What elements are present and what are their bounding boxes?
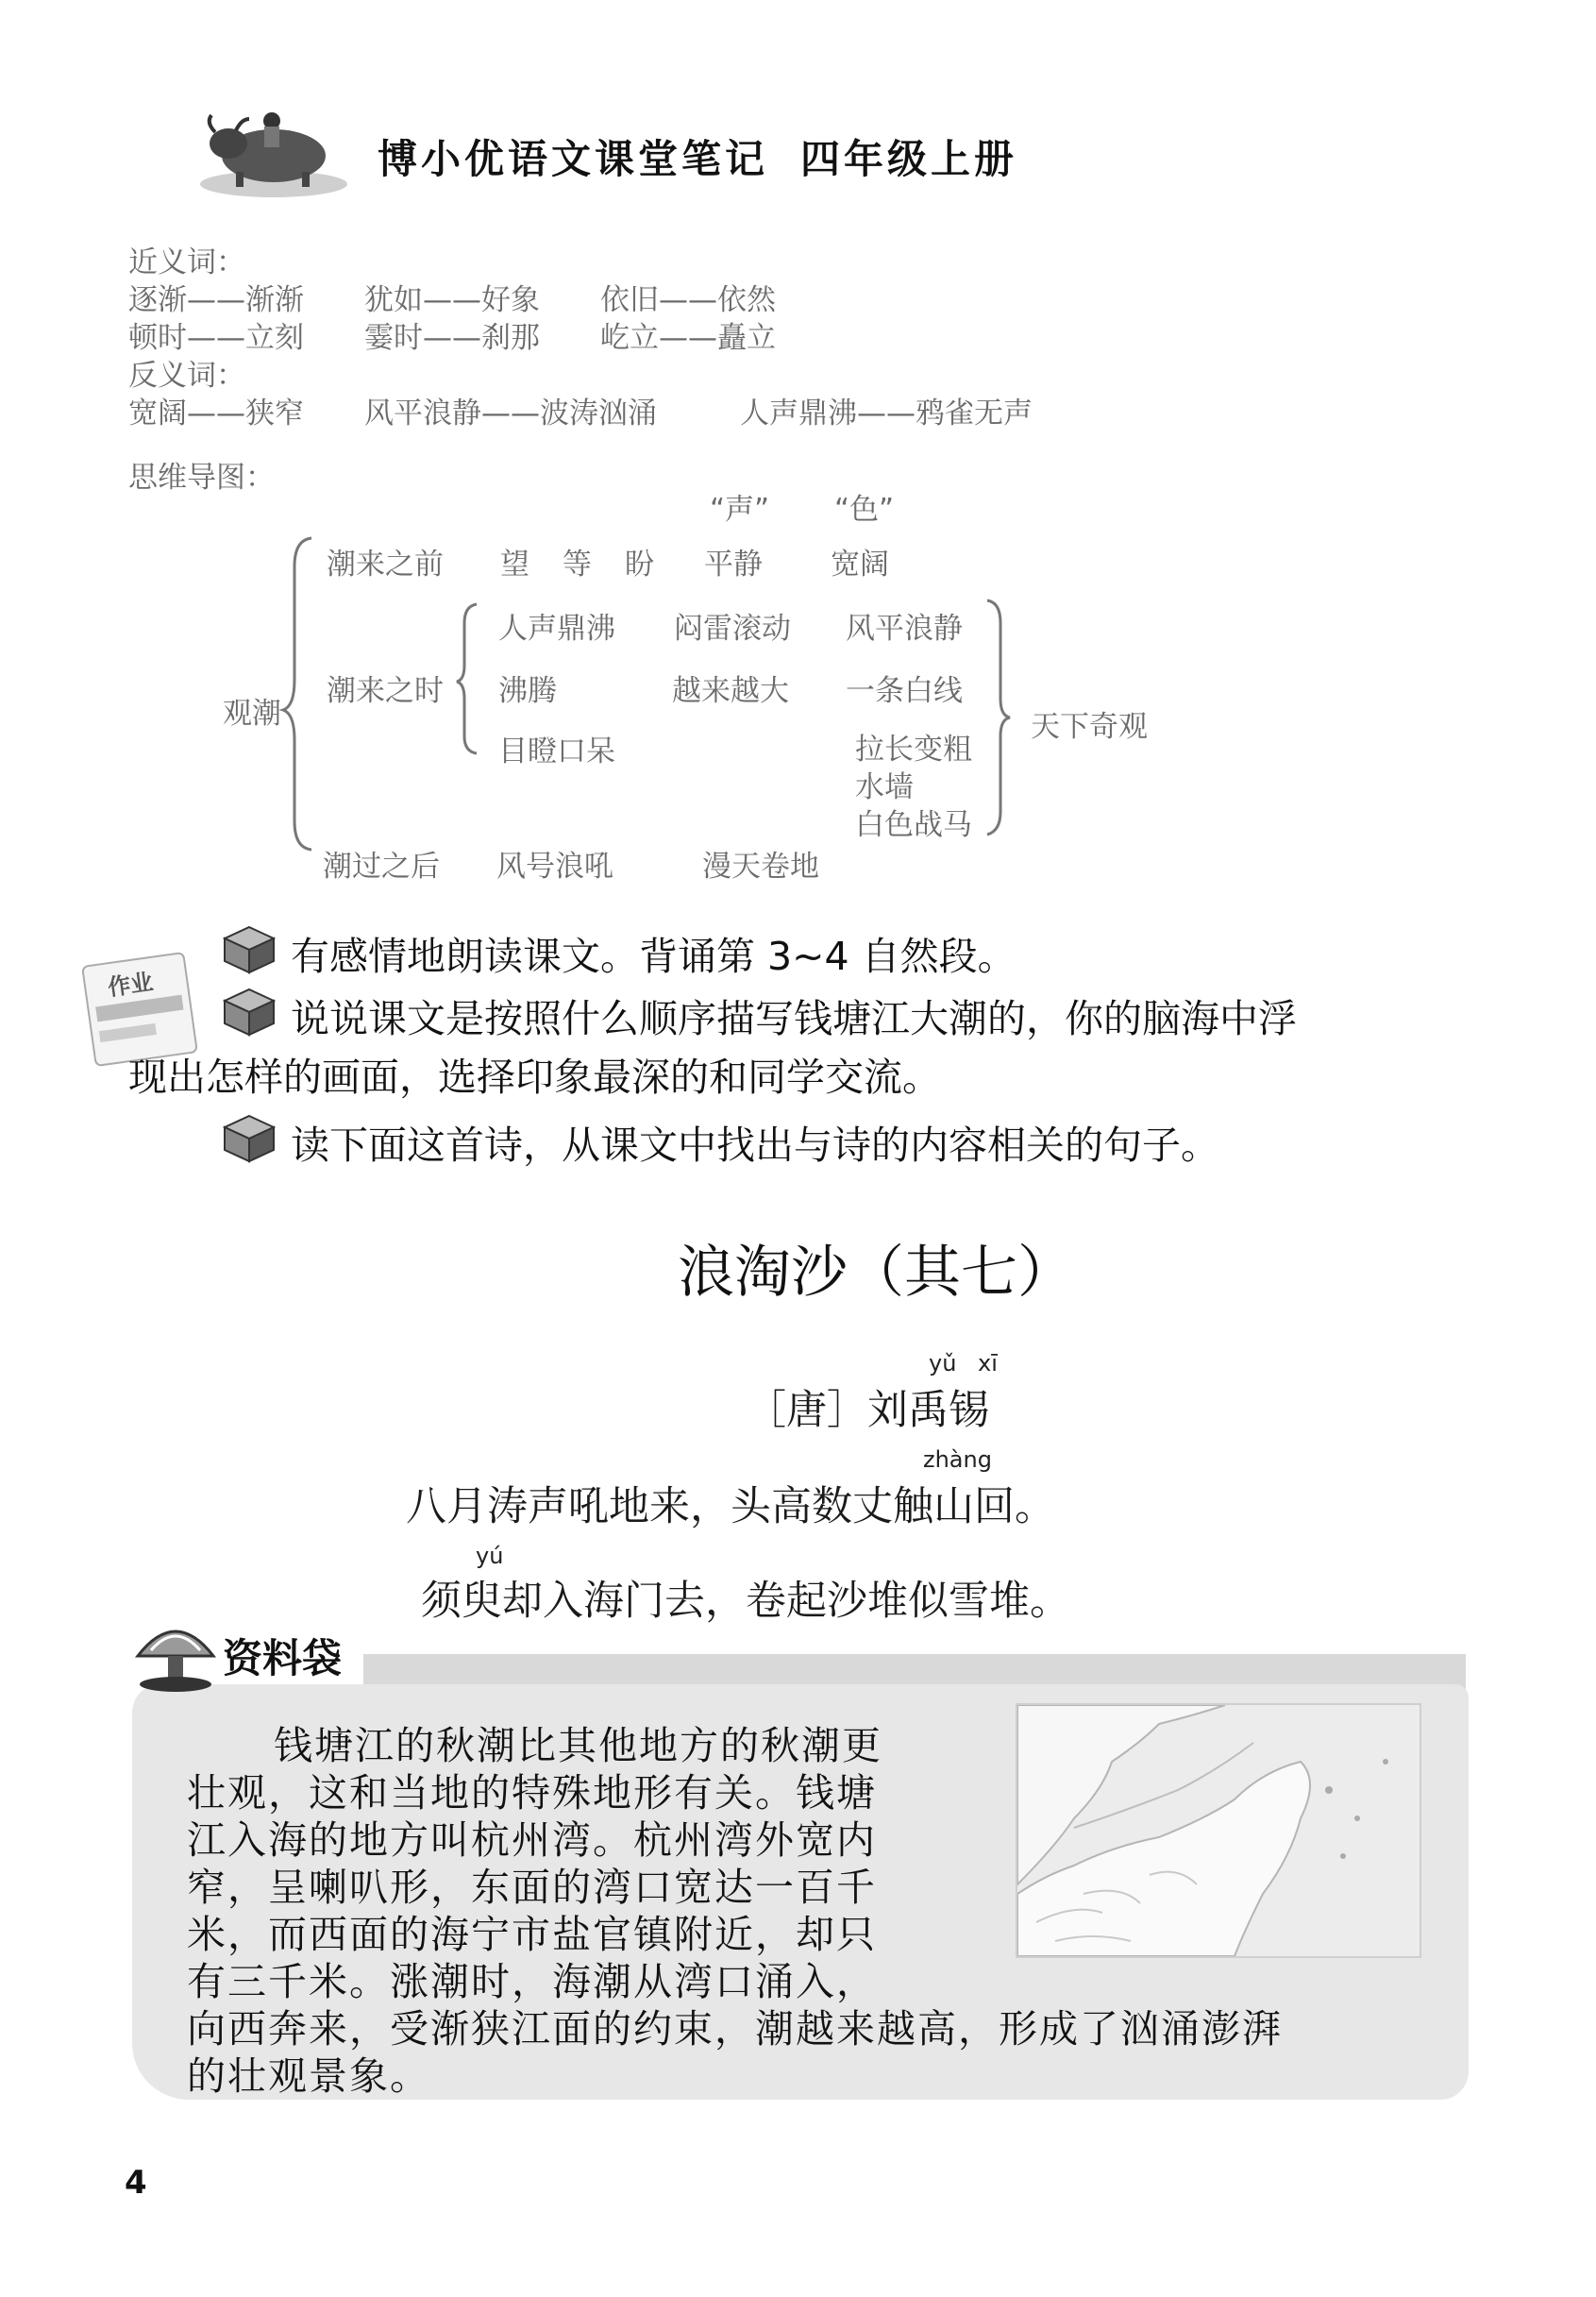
cube-bullet-icon — [223, 988, 276, 1037]
info-line: 壮观，这和当地的特殊地形有关。钱塘 — [187, 1770, 877, 1816]
after-item: 风号浪吼 — [496, 850, 613, 884]
synonym-pair: 逐渐——渐渐 — [128, 283, 304, 317]
synonym-pair: 霎时——刹那 — [364, 321, 540, 355]
cube-bullet-icon — [223, 925, 276, 974]
column-header-color: “色” — [834, 493, 895, 527]
during-item: 闷雷滚动 — [674, 612, 791, 646]
info-line: 的壮观景象。 — [187, 2053, 430, 2099]
poem-title: 浪淘沙（其七） — [678, 1240, 1074, 1306]
during-label: 潮来之时 — [327, 674, 444, 708]
line1-pinyin: zhàng — [923, 1446, 992, 1473]
before-label: 潮来之前 — [327, 548, 444, 582]
mushroom-icon — [132, 1613, 219, 1697]
antonym-pair: 风平浪静——波涛汹涌 — [364, 397, 657, 431]
before-item: 望 — [500, 548, 529, 582]
antonym-pair: 人声鼎沸——鸦雀无声 — [740, 397, 1033, 431]
author-pinyin: xī — [978, 1350, 998, 1377]
task-2-line-2: 现出怎样的画面，选择印象最深的和同学交流。 — [128, 1055, 941, 1100]
after-item: 漫天卷地 — [702, 850, 819, 884]
info-line: 向西奔来，受渐狭江面的约束，潮越来越高，形成了汹涌澎湃 — [187, 2006, 1283, 2052]
page-number: 4 — [125, 2164, 147, 2202]
during-item: 越来越大 — [672, 674, 789, 708]
antonyms-label: 反义词： — [128, 359, 245, 393]
info-line: 有三千米。涨潮时，海潮从湾口涌入， — [187, 1959, 877, 2004]
before-item: 宽阔 — [831, 548, 889, 582]
synonym-pair: 犹如——好象 — [364, 283, 540, 317]
stamp-label: 作业 — [106, 968, 156, 1002]
during-item: 风平浪静 — [846, 612, 963, 646]
mindmap-root: 观潮 — [223, 697, 281, 731]
before-item: 盼 — [625, 548, 654, 582]
mindmap-conclusion: 天下奇观 — [1031, 710, 1148, 744]
poem-line-1: 八月涛声吼地来，头高数丈触山回。 — [406, 1483, 1055, 1530]
before-item: 平静 — [704, 548, 763, 582]
book-grade: 四年级上册 — [800, 136, 1018, 182]
info-line: 窄，呈喇叭形，东面的湾口宽达一百千 — [187, 1865, 877, 1910]
poem-line-2: 须臾却入海门去，卷起沙堆似雪堆。 — [421, 1578, 1070, 1625]
book-title: 博小优语文课堂笔记 — [378, 136, 769, 182]
task-1: 有感情地朗读课文。背诵第 3~4 自然段。 — [291, 934, 1016, 979]
author-pinyin: yǔ — [929, 1350, 957, 1377]
synonym-pair: 依旧——依然 — [600, 283, 776, 317]
during-item: 白色战马 — [855, 808, 972, 842]
hangzhou-bay-map — [1016, 1703, 1421, 1958]
antonym-pair: 宽阔——狭窄 — [128, 397, 304, 431]
before-item: 等 — [563, 548, 592, 582]
synonyms-label: 近义词： — [128, 245, 245, 279]
poem-author: ［唐］刘禹锡 — [746, 1387, 989, 1434]
info-line: 米，而西面的海宁市盐官镇附近，却只 — [187, 1912, 877, 1957]
task-2-line-1: 说说课文是按照什么顺序描写钱塘江大潮的，你的脑海中浮 — [291, 996, 1297, 1041]
during-item: 人声鼎沸 — [498, 612, 615, 646]
line2-pinyin: yú — [476, 1543, 504, 1569]
synonym-pair: 顿时——立刻 — [128, 321, 304, 355]
during-item: 拉长变粗 — [855, 733, 972, 767]
during-item: 目瞪口呆 — [498, 735, 615, 768]
info-line: 钱塘江的秋潮比其他地方的秋潮更 — [274, 1723, 882, 1768]
after-label: 潮过之后 — [323, 850, 440, 884]
info-bag-title: 资料袋 — [223, 1635, 343, 1681]
task-3: 读下面这首诗，从课文中找出与诗的内容相关的句子。 — [291, 1123, 1219, 1168]
mindmap-label: 思维导图： — [128, 461, 275, 495]
during-item: 沸腾 — [498, 674, 557, 708]
during-item: 一条白线 — [846, 674, 963, 708]
info-line: 江入海的地方叫杭州湾。杭州湾外宽内 — [187, 1817, 877, 1863]
during-item: 水墙 — [855, 770, 914, 804]
mindmap-braces — [0, 0, 1596, 887]
column-header-sound: “声” — [710, 493, 770, 527]
synonym-pair: 屹立——矗立 — [600, 321, 776, 355]
cube-bullet-icon — [223, 1114, 276, 1163]
